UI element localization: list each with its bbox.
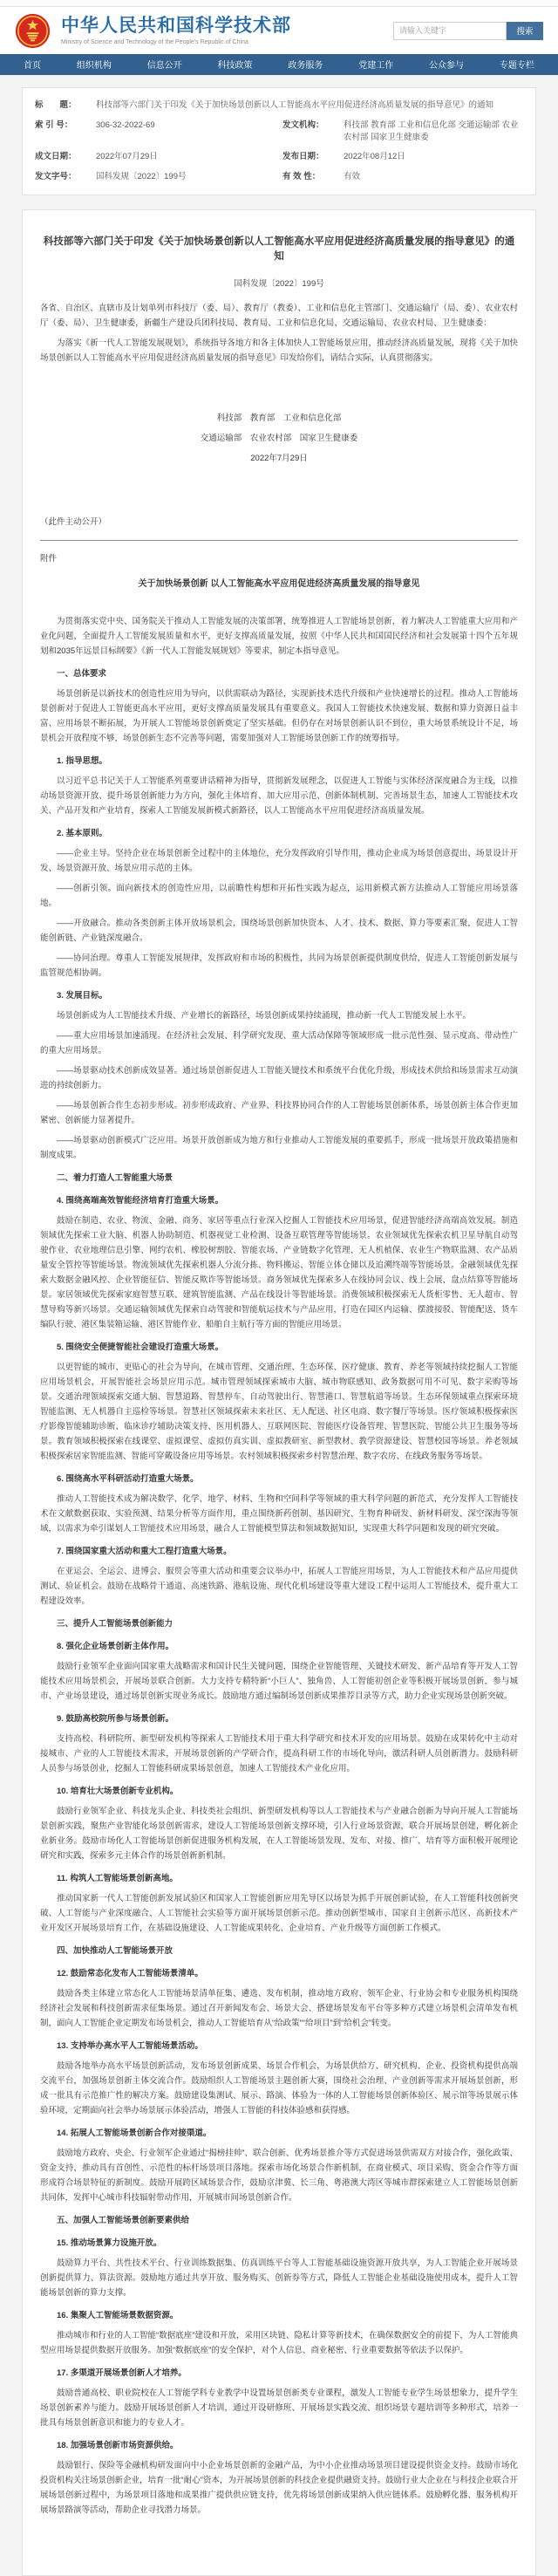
doc-paragraph: 14. 拓展人工智能场景创新合作对接渠道。 [57,2128,212,2139]
doc-paragraph: 三、提升人工智能场景创新能力 [57,1619,174,1630]
doc-paragraph: 6. 围绕高水平科研活动打造重大场景。 [57,1474,199,1485]
meta-validity-label: 有 效 性： [282,172,321,182]
doc-paragraph: 五、加强人工智能场景创新要素供给 [57,2216,190,2226]
meta-agency-value: 科技部 教育部 工业和信息化部 交通运输部 农业农村部 国家卫生健康委 [344,120,519,142]
nav-item[interactable]: 专题专栏 [499,61,534,71]
meta-date-pub-label: 发布日期： [282,152,324,162]
doc-paragraph: 二、着力打造人工智能重大场景 [57,1173,174,1184]
site-title: 中华人民共和国科学技术部 [61,16,291,37]
document-title: 科技部等六部门关于印发《关于加快场景创新以人工智能高水平应用促进经济高质量发展的指导意见》的通知 [43,236,515,263]
doc-paragraph: 附件 [40,554,58,564]
doc-paragraph: 场景创新是以新技术的创造性应用为导向，以供需联动为路径，实现新技术迭代升级和产业快速增长的过程。推动人工智能场景创新对于促进人工智能更高水平应用，更好支撑高质量发展具有重要意义。我国人工智能技术快速发展、数据和算力资源日益丰富、应用场景不断拓展，为开展人工智能场景创新奠定了坚实基础。但仍存在对场景创新认识不到位，重大场景系统设计不足，场景机会开放程度不够，场景创新生态不完善等问题，需要加强对人工智能场景创新工作的统筹指导。 [40,689,518,744]
meta-doc-no-value: 国科发规〔2022〕199号 [96,172,187,182]
doc-paragraph: 5. 围绕安全便捷智能社会建设打造重大场景。 [57,1343,224,1353]
doc-paragraph: 四、加快推动人工智能场景开放 [57,1946,174,1957]
doc-paragraph: 3. 发展目标。 [57,991,108,1001]
doc-paragraph: ——场景驱动技术创新成效显著。通过场景创新促进人工智能关键技术和系统平台优化升级，形成技术供给和场景需求互动演进的持续创新力。 [40,1066,518,1091]
main-nav [0,54,558,75]
nav-item[interactable]: 首页 [24,61,41,71]
nav-item[interactable]: 组织机构 [76,61,112,71]
document-number: 国科发规〔2022〕199号 [234,279,324,290]
doc-paragraph: ——协同治理。尊重人工智能发展规律，发挥政府和市场的积极性，共同为场景创新提供制度供给，促进人工智能创新发展与监管规范相协调。 [40,953,518,979]
doc-paragraph: 各省、自治区、直辖市及计划单列市科技厅（委、局）、教育厅（教委）、工业和信息化主管部门、交通运输厅（局、委）、农业农村厅（委、局）、卫生健康委，新疆生产建设兵团科技局、教育局、工业和信息化局、交通运输局、农业农村局、卫生健康委： [40,304,518,329]
top-strip [0,0,558,7]
doc-paragraph: 鼓励各类主体建立常态化人工智能场景清单征集、遴选、发布机制，推动地方政府、领军企业、行业协会和专业服务机构围绕经济社会发展和科技创新需求征集场景。通过召开新闻发布会、场景大会、搭建场景发布平台等多种方式建立场景机会清单发布机制，面向人工智能企业定期发布场景机会，推动人工智能培育从“给政策”“给项目”到“给机会”转变。 [40,1989,518,2029]
doc-paragraph: ——重大应用场景加速涌现。在经济社会发展、科学研究发现、重大活动保障等领域形成一批示范性强、显示度高、带动性广的重大应用场景。 [40,1031,518,1056]
doc-paragraph: 支持高校、科研院所、新型研发机构等探索人工智能技术用于重大科学研究和技术开发的应用场景。鼓励在成果转化中主动对接城市、产业的人工智能技术需求，开展场景创新的产学研合作，提高科研工作的市场化导向，激活科研人员创新潜力。鼓励科研人员参与场景创业，挖掘人工智能科研成果场景创意，加速人工智能技术产业化应用。 [40,1734,518,1774]
doc-paragraph: 18. 加强场景创新市场资源供给。 [57,2441,179,2451]
doc-paragraph: ——开放融合。推动各类创新主体开放场景机会，围绕场景创新加快资本、人才、技术、数据、算力等要素汇聚，促进人工智能创新链、产业链深度融合。 [40,919,518,944]
document-body-box [22,209,536,2576]
doc-paragraph: 推动人工智能技术成为解决数学、化学、地学、材料、生物和空间科学等领域的重大科学问题的新范式，充分发挥人工智能技术在文献数据获取、实验预测、结果分析等方面作用，重点围绕新药创制、基因研究、生物育种研发、新材料研发、深空深海等领域，以需求为牵引谋划人工智能技术应用场景，融合人工智能模型算法和领域数据知识，实现重大科学问题和发现的研究突破。 [40,1494,518,1534]
national-emblem-icon [15,13,51,49]
doc-paragraph: 15. 推动场景算力设施开放。 [57,2238,162,2249]
nav-item[interactable]: 公众参与 [429,61,465,71]
doc-paragraph: （此件主动公开） [40,517,107,528]
doc-paragraph: 鼓励行业领军企业面向国家重大战略需求和国计民生关键问题，围绕企业智能管理、关键技术研发、新产品培育等开发人工智能技术应用场景机会，开展场景联合创新。大力支持专精特新“小巨人”、独角兽、人工智能初创企业等积极开展场景创新，参与城市、产业场景建设，通过场景创新实现业务成长。鼓励地方通过编制场景创新成果推荐目录等方式，助力企业实现场景创新突破。 [40,1662,518,1702]
doc-paragraph: 为落实《新一代人工智能发展规划》，系统指导各地方和各主体加快人工智能场景应用，推动经济高质量发展，现将《关于加快场景创新以人工智能高水平应用促进经济高质量发展的指导意见》印发给你们，请结合实际，认真贯彻落实。 [40,338,518,364]
document-content [40,301,518,2518]
doc-paragraph: 科技部 教育部 工业和信息化部 [216,413,342,424]
doc-paragraph: 17. 多渠道开展场景创新人才培养。 [57,2368,187,2379]
meta-validity-value: 有效 [344,172,361,182]
doc-paragraph: 以习近平总书记关于人工智能系列重要讲话精神为指导，贯彻新发展理念，以促进人工智能与实体经济深度融合为主线，以推动场景资源开放、提升场景创新能力为方向，强化主体培育、加大应用示范、创新体制机制、完善场景生态，加速人工智能技术攻关、产品开发和产业培育，探索人工智能发展新模式新路径，以人工智能高水平应用促进经济高质量发展。 [40,776,518,817]
doc-paragraph: 16. 集聚人工智能场景数据资源。 [57,2311,179,2321]
meta-doc-no-label: 发文字号： [35,172,77,182]
nav-item[interactable]: 信息公开 [146,61,182,71]
doc-paragraph: 1. 指导思想。 [57,756,108,767]
meta-date-pub-value: 2022年08月12日 [344,152,405,162]
document-meta-box [22,87,536,195]
search-bar [393,22,543,40]
search-button[interactable]: 搜索 [507,22,543,40]
doc-paragraph: 以更智能的城市、更贴心的社会为导向，在城市管理、交通治理、生态环保、医疗健康、教育、养老等领域持续挖掘人工智能应用场景机会，开展智能社会场景应用示范。城市管理领域探索城市大脑、城市物联感知、政务数据可用不可见、数字采购等场景。交通治理领域探索交通大脑、智慧道路、智慧停车、自动驾驶出行、智慧港口、智慧航道等场景。生态环保领域重点探索环境智能监测、无人机器自主巡检等场景。智慧社区领域探索未来社区、无人配送、社区电商、数字餐厅等场景。医疗领域积极探索医疗影像智能辅助诊断、临床诊疗辅助决策支持、医用机器人、互联网医院、智能医疗设备管理、智慧医院、智能公共卫生服务等场景。教育领域积极探索在线课堂、虚拟课堂、虚拟仿真实训、虚拟教研室、新型教材、教学资源建设、智慧校园等场景。养老领域积极探索居家智能监测、智能可穿戴设备应用等场景。农村领域积极探索乡村智慧治理、数字农房、在线政务服务等场景。 [40,1363,518,1462]
doc-paragraph: ——创新引领。面向新技术的创造性应用，以前瞻性构想和开拓性实践为起点，运用新模式新方法推动人工智能应用场景落地。 [40,884,518,909]
nav-item[interactable]: 党建工作 [358,61,394,71]
meta-date-written-value: 2022年07月29日 [96,152,158,162]
doc-paragraph: 鼓励各地举办高水平场景创新活动，发布场景创新成果、场景合作机会，为场景供给方、研究机构、企业、投资机构提供高端交流平台，加强场景创新主体交流合作。鼓励组织人工智能场景主题创新大赛，围绕社会治理、产业创新等需求开展场景创新，形成一批具有示范推广性的解决方案。鼓励建设集测试、展示、路演、体验为一体的人工智能场景创新体验区、展示馆等场景展示体验环境，定期面向社会举办场景展示体验活动，增强人工智能的科技体验感和获得感。 [40,2061,518,2116]
meta-index-label: 索 引 号： [35,120,73,130]
doc-paragraph: 鼓励行业领军企业、科技龙头企业、科技类社会组织、新型研发机构等以人工智能技术与产业融合创新为导向开展人工智能场景创新实践，聚焦产业智能化场景创新需求，建设人工智能场景创新支撑环境，引入行业场景资源，联合开展场景创建，孵化新企业新业务。鼓励市场化人工智能场景创新促进服务机构发展，在人工智能场景发现、发布、对接、推广、培育等方面积极开展理论研究和实践，探索多元主体合作的场景创新新机制。 [40,1807,518,1862]
doc-paragraph [40,540,518,541]
meta-date-written-label: 成文日期： [35,152,77,162]
doc-paragraph: 7. 围绕国家重大活动和重大工程打造重大场景。 [57,1547,232,1557]
nav-item[interactable]: 科技政策 [217,61,253,71]
doc-paragraph: 在亚运会、全运会、进博会、服贸会等重大活动和重要会议举办中，拓展人工智能应用场景，为人工智能技术和产品应用提供测试、验证机会。鼓励在战略骨干通道、高速铁路、港航设施、现代化机场建设等重大建设工程中运用人工智能技术，提升重大工程建设效率。 [40,1567,518,1607]
doc-paragraph: 11. 构筑人工智能场景创新高地。 [57,1874,178,1884]
doc-paragraph: 4. 围绕高端高效智能经济培育打造重大场景。 [57,1196,224,1206]
doc-paragraph: 一、总体要求 [57,669,107,680]
doc-paragraph: 13. 支持举办高水平人工智能场景活动。 [57,2041,203,2052]
doc-paragraph: 2022年7月29日 [250,454,308,464]
search-input[interactable] [393,22,507,40]
doc-paragraph: 交通运输部 农业农村部 国家卫生健康委 [200,434,358,444]
doc-paragraph: 推动国家新一代人工智能创新发展试验区和国家人工智能创新应用先导区以场景为抓手开展创新试验，在人工智能科技创新突破、人工智能与产业深度融合、人工智能社会实验等方面开展场景创新示范。推动创新型城市、国家自主创新示范区、高新技术产业开发区开展场景培育工作，在基础设施建设、人工智能成果转化、企业培育、产业升级等方面创新工作模式。 [40,1894,518,1934]
doc-paragraph: ——场景创新合作生态初步形成。初步形成政府、产业界、科技界协同合作的人工智能场景创新体系，场景创新主体合作更加紧密、创新能力显著提升。 [40,1101,518,1126]
doc-paragraph: 鼓励算力平台、共性技术平台、行业训练数据集、仿真训练平台等人工智能基础设施资源开放共享，为人工智能企业开展场景创新提供算力、算法资源。鼓励地方通过共享开放、服务购买、创新券等方式，降低人工智能企业基础设施使用成本，提升人工智能场景创新的算力支撑。 [40,2258,518,2299]
doc-paragraph: 鼓励在制造、农业、物流、金融、商务、家居等重点行业深入挖掘人工智能技术应用场景，促进智能经济高端高效发展。制造领域优先探索工业大脑、机器人协助制造、机器视觉工业检测、设备互联管理等智能场景。农业领域优先探索农机卫星导航自动驾驶作业、农业地理信息引擎、网约农机、橡胶树割胶、智能农场、产业链数字化管理、无人机植保、农业生产物联监测、农产品质量安全管控等智能场景。物流领域优先探索机器人分流分拣、物料搬运、智能立体仓储以及追溯终端等智能场景。金融领域优先探索大数据金融风控、企业智能征信、智能反欺诈等智能场景。商务领域优先探索多人在线协同会议、线上会展、盘点结算等智能场景。家居领域优先探索家庭智慧互联、建筑智能监测、产品在线设计等智能场景。消费领域积极探索无人货柜零售、无人超市、智慧导购等新兴场景。交通运输领域优先探索自动驾驶和智能航运技术与产品应用，打造在园区内运输、摆渡接驳、智能配送、货车编队行驶、港区集装箱运输、港区智能作业、船舶自主航行等方面的智能应用场景。 [40,1216,518,1330]
doc-paragraph: 鼓励银行、保险等金融机构研发面向中小企业场景创新的金融产品，为中小企业推动场景项目建设提供资金支持。鼓励市场化投资机构关注场景创新企业，培育一批“耐心”资本，为开展场景创新的科技企业提供融资支持。鼓励行业大企业在与科技企业联合开展场景创新过程中，为场景项目落地和成果推广提供供应链支持，优先将场景创新成果纳入供应链体系。鼓励孵化器、服务机构开展场景路演等活动，帮助企业寻找潜力场景。 [40,2461,518,2516]
meta-agency-label: 发文机构： [282,120,324,130]
doc-paragraph: 场景创新成为人工智能技术升级、产业增长的新路径，场景创新成果持续涌现，推动新一代人工智能发展上水平。 [57,1011,472,1022]
doc-paragraph: 为贯彻落实党中央、国务院关于推动人工智能发展的决策部署，统筹推进人工智能场景创新，着力解决人工智能重大应用和产业化问题，全面提升人工智能发展质量和水平，更好支撑高质量发展，按照《中华人民共和国国民经济和社会发展第十四个五年规划和2035年远景目标纲要》《新一代人工智能发展规划》等要求，制定本指导意见。 [40,617,518,657]
doc-paragraph: 鼓励地方政府、央企、行业领军企业通过“揭榜挂帅”、联合创新、优秀场景推介等方式促进场景供需双方对接合作，强化政策、资金支持，推动具有首创性、示范性的标杆场景项目落地。探索市场化场景合作新机制，在商业模式、项目采购、资金合作等方面形成符合场景特征的新制度。鼓励开展跨区域场景合作，鼓励京津冀、长三角、粤港澳大湾区等城市群探索建立人工智能场景创新共同体，发挥中心城市科技辐射带动作用，开展城市间场景创新合作。 [40,2149,518,2204]
doc-paragraph: 12. 鼓励常态化发布人工智能场景清单。 [57,1969,203,1979]
doc-paragraph: 10. 培育壮大场景创新专业机构。 [57,1787,179,1797]
doc-paragraph: 推动城市和行业的人工智能“数据底座”建设和开放，采用区块链、隐私计算等新技术，在确保数据安全的前提下，为人工智能典型应用场景提供数据开放服务。加强“数据底座”的安全保护，对个人信息、商业秘密、行业重要数据等依法予以保护。 [40,2331,518,2356]
doc-paragraph: ——场景驱动创新模式广泛应用。场景开放创新成为地方和行业推动人工智能发展的重要抓手，形成一批场景开放政策措施和制度成果。 [40,1136,518,1161]
doc-paragraph: 9. 鼓励高校院所参与场景创新。 [57,1714,174,1725]
site-subtitle: Ministry of Science and Technology of the People's Republic of China [61,38,248,45]
site-header [0,7,558,54]
doc-paragraph: 鼓励普通高校、职业院校在人工智能学科专业教学中设置场景创新类专业课程，激发人工智能专业学生场景想象力，提升学生场景创新素养与能力。鼓励开展场景创新人才培训，通过开设研修班、开展场景实践交流、组织场景专题培训等多种形式，培养一批具有场景创新意识和能力的专业人才。 [40,2388,518,2429]
doc-paragraph: 2. 基本原则。 [57,829,108,839]
meta-index-value: 306-32-2022-69 [96,120,155,130]
nav-item[interactable]: 政务服务 [288,61,323,71]
doc-paragraph: 8. 强化企业场景创新主体作用。 [57,1642,174,1652]
doc-paragraph: ——企业主导。坚持企业在场景创新全过程中的主体地位，充分发挥政府引导作用，推动企业成为场景创意提出、场景设计开发、场景资源开放、场景应用示范的主体。 [40,849,518,874]
meta-title-label: 标 题： [35,100,77,110]
doc-paragraph: 关于加快场景创新 以人工智能高水平应用促进经济高质量发展的指导意见 [138,579,420,590]
meta-title-value: 科技部等六部门关于印发《关于加快场景创新以人工智能高水平应用促进经济高质量发展的指导意见》的通知 [96,100,494,110]
